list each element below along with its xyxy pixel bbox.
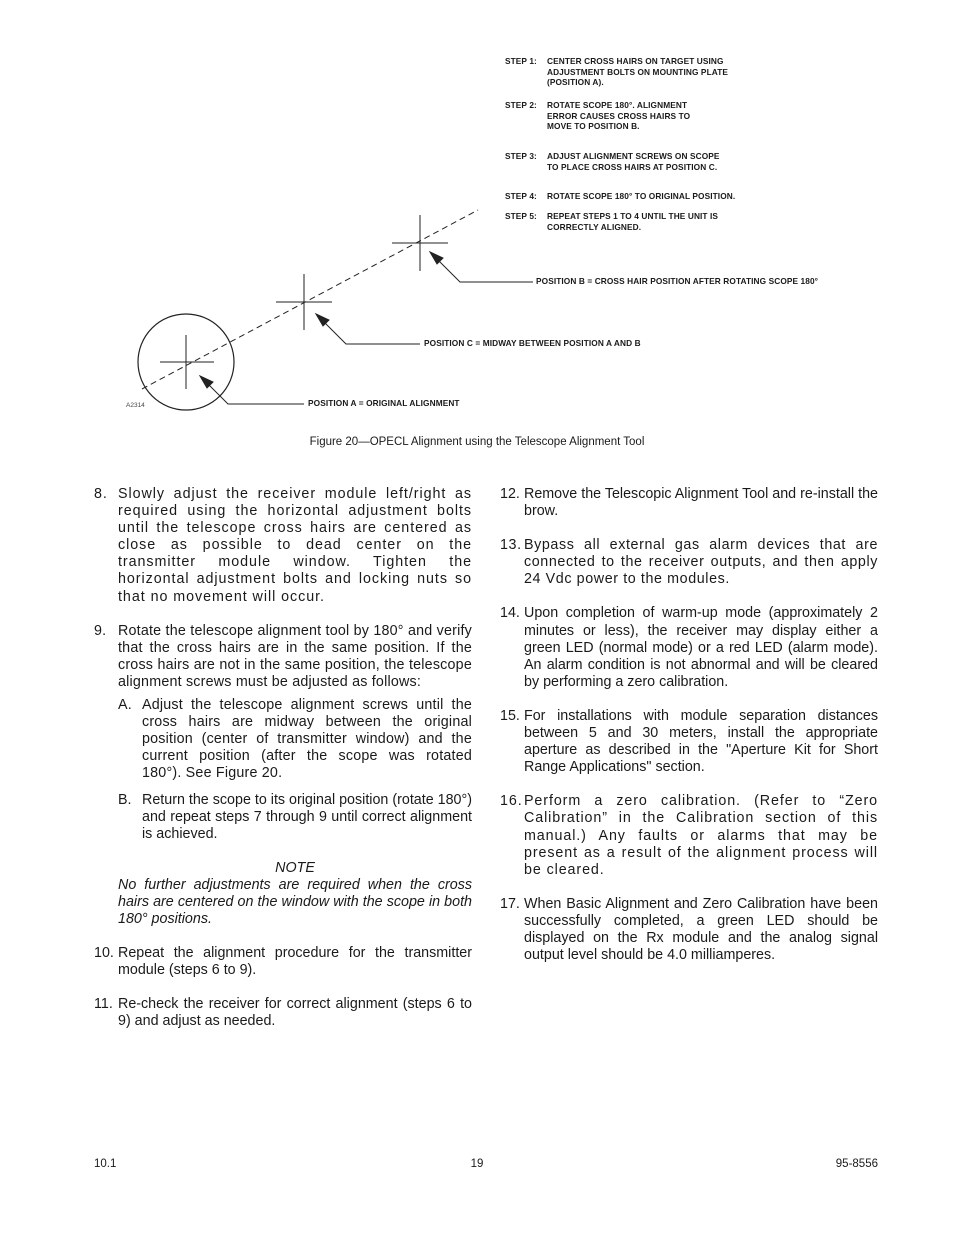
list-item-12: 12. Remove the Telescopic Alignment Tool and re-install the brow. [500,486,878,520]
list-item-9: 9. Rotate the telescope alignment tool by 180° and verify that the cross hairs are in the same position. If the cross hairs are not in the same position, the telescope alignment screws must be adjusted as follows: [94,622,472,690]
list-item-11: 11. Re-check the receiver for correct alignment (steps 6 to 9) and adjust as needed. [94,996,472,1030]
list-item-8: 8. Slowly adjust the receiver module left/right as required using the horizontal adjustment bolts until the telescope cross hairs are centered as close as possible to dead center on the transmitter module window. Tighten the horizontal adjustment bolts and locking nuts so that no movement will occur. [94,486,472,605]
footer-document-number: 95-8556 [835,1158,878,1170]
callout-position-a: POSITION A = ORIGINAL ALIGNMENT [308,398,460,408]
list-item-15: 15. For installations with module separation distances between 5 and 30 meters, install the appropriate aperture as described in the "Aperture Kit for Short Range Applications" section. [500,707,878,776]
right-column [500,486,878,964]
arrow-position-c [316,314,420,344]
arrow-position-b [430,252,533,282]
list-item-17: 17. When Basic Alignment and Zero Calibration have been successfully completed, a green LED should be displayed on the Rx module and the analog signal output level should be 4.0 milliamperes. [500,895,878,964]
crosshair-position-b [392,215,448,271]
footer-revision: 10.1 [94,1158,117,1170]
note-title: NOTE [275,859,315,876]
callout-position-c: POSITION C = MIDWAY BETWEEN POSITION A AND B [424,338,641,348]
list-item-10: 10. Repeat the alignment procedure for the transmitter module (steps 6 to 9). [94,945,472,979]
footer-page-number: 19 [470,1158,484,1170]
list-item-9b: B. Return the scope to its original position (rotate 180°) and repeat steps 7 through 9 until correct alignment is achieved. [118,791,472,842]
callout-position-b: POSITION B = CROSS HAIR POSITION AFTER ROTATING SCOPE 180° [536,276,819,286]
alignment-diagram [0,0,954,430]
left-column [94,486,472,1031]
list-item-13: 13. Bypass all external gas alarm devices that are connected to the receiver outputs, and then apply 24 Vdc power to the modules. [500,537,878,588]
note [118,860,472,928]
list-item-14: 14. Upon completion of warm-up mode (approximately 2 minutes or less), the receiver may display either a green LED (normal mode) or a red LED (alarm mode). An alarm condition is not abnormal and will be cleared by performing a zero calibration. [500,605,878,690]
figure-caption: Figure 20—OPECL Alignment using the Telescope Alignment Tool [309,436,645,448]
art-id: A2314 [126,402,145,409]
list-item-16: 16. Perform a zero calibration. (Refer to “Zero Calibration” in the Calibration section of this manual.) Any faults or alarms that may be present as a result of the alignment process will be cleared. [500,793,878,878]
note-text: No further adjustments are required when the cross hairs are centered on the window with the scope in both 180° positions. [118,876,472,928]
list-item-9a: A. Adjust the telescope alignment screws until the cross hairs are midway between the original position (center of transmitter window) and the current position (after the scope was rotated 180°). See Figure 20. [118,697,472,782]
